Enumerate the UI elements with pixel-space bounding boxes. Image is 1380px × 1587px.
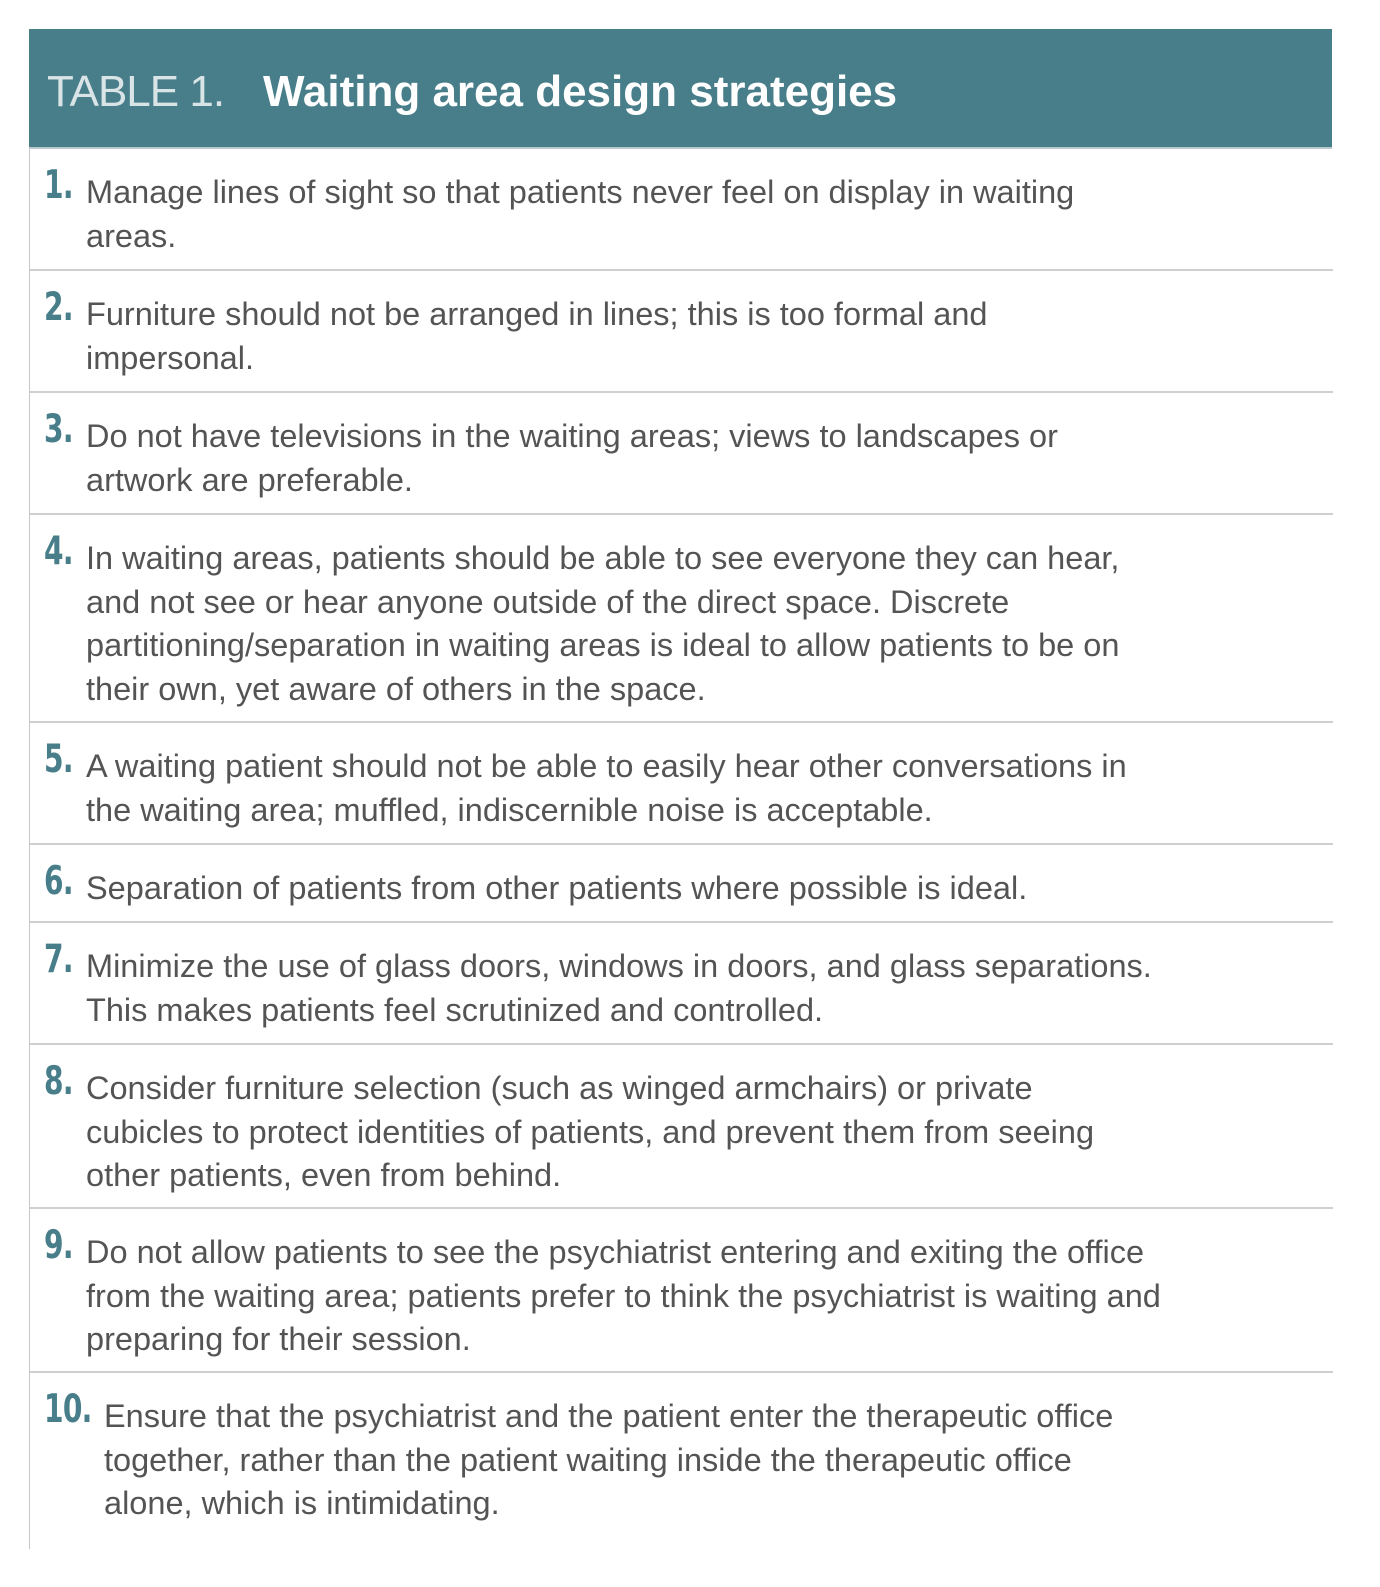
item-number: 6. [44, 859, 73, 904]
item-text [86, 293, 1326, 380]
item-text [104, 1395, 1344, 1526]
item-text-line: In waiting areas, patients should be able to see everyone they can hear, [86, 540, 1120, 576]
item-text-line: Separation of patients from other patients where possible is ideal. [86, 870, 1028, 906]
item-text-line: cubicles to protect identities of patients, and prevent them from seeing [86, 1113, 1095, 1150]
item-text [86, 745, 1326, 832]
item-text [86, 945, 1326, 1032]
item-text-line: the waiting area; muffled, indiscernible noise is acceptable. [86, 791, 933, 828]
table-row [30, 393, 1333, 515]
item-text-line: artwork are preferable. [86, 461, 413, 498]
table-row [30, 1209, 1333, 1373]
table-row [30, 515, 1333, 723]
table-header [29, 29, 1332, 149]
table-label: TABLE 1. [47, 67, 225, 116]
item-text-line: A waiting patient should not be able to easily hear other conversations in [86, 748, 1127, 784]
item-text [86, 171, 1326, 258]
table-row [30, 923, 1333, 1045]
table-title: Waiting area design strategies [263, 67, 898, 116]
item-text-line: preparing for their session. [86, 1321, 471, 1357]
item-text-line: Consider furniture selection (such as winged armchairs) or private [86, 1070, 1033, 1106]
item-text-line: This makes patients feel scrutinized and controlled. [86, 991, 824, 1028]
item-text [86, 537, 1326, 711]
item-text-line: from the waiting area; patients prefer to think the psychiatrist is waiting and [86, 1277, 1161, 1314]
strategies-table [29, 29, 1332, 1549]
item-text [86, 1231, 1326, 1362]
item-text-line: together, rather than the patient waiting inside the therapeutic office [104, 1441, 1072, 1478]
item-text-line: alone, which is intimidating. [104, 1485, 500, 1521]
table-row [30, 149, 1333, 271]
item-text-line: Do not allow patients to see the psychiatrist entering and exiting the office [86, 1234, 1145, 1270]
item-number: 9. [44, 1223, 73, 1268]
item-number: 8. [44, 1059, 73, 1104]
item-number: 7. [44, 937, 73, 982]
item-text-line: partitioning/separation in waiting areas is ideal to allow patients to be on [86, 627, 1120, 663]
item-text-line: Manage lines of sight so that patients never feel on display in waiting [86, 174, 1075, 210]
item-text-line: and not see or hear anyone outside of the direct space. Discrete [86, 583, 1010, 620]
table-row [30, 1045, 1333, 1209]
item-text-line: Do not have televisions in the waiting areas; views to landscapes or [86, 418, 1058, 454]
item-number: 2. [44, 285, 73, 330]
item-text [86, 1067, 1326, 1198]
item-text [86, 415, 1326, 502]
item-text-line: Furniture should not be arranged in lines; this is too formal and [86, 296, 988, 332]
table-row [30, 271, 1333, 393]
item-number: 3. [44, 407, 73, 452]
item-number: 5. [44, 737, 73, 782]
item-text [86, 867, 1326, 911]
table-row [30, 845, 1333, 923]
item-number: 1. [44, 163, 73, 208]
table-row [30, 723, 1333, 845]
item-text-line: impersonal. [86, 339, 254, 376]
table-body [29, 149, 1332, 1549]
item-number: 10. [44, 1387, 92, 1432]
item-text-line: Minimize the use of glass doors, windows in doors, and glass separations. [86, 948, 1152, 984]
item-text-line: areas. [86, 217, 177, 254]
item-number: 4. [44, 529, 73, 574]
item-text-line: Ensure that the psychiatrist and the patient enter the therapeutic office [104, 1398, 1114, 1434]
table-row [30, 1373, 1333, 1549]
item-text-line: other patients, even from behind. [86, 1157, 562, 1193]
item-text-line: their own, yet aware of others in the space. [86, 670, 706, 707]
